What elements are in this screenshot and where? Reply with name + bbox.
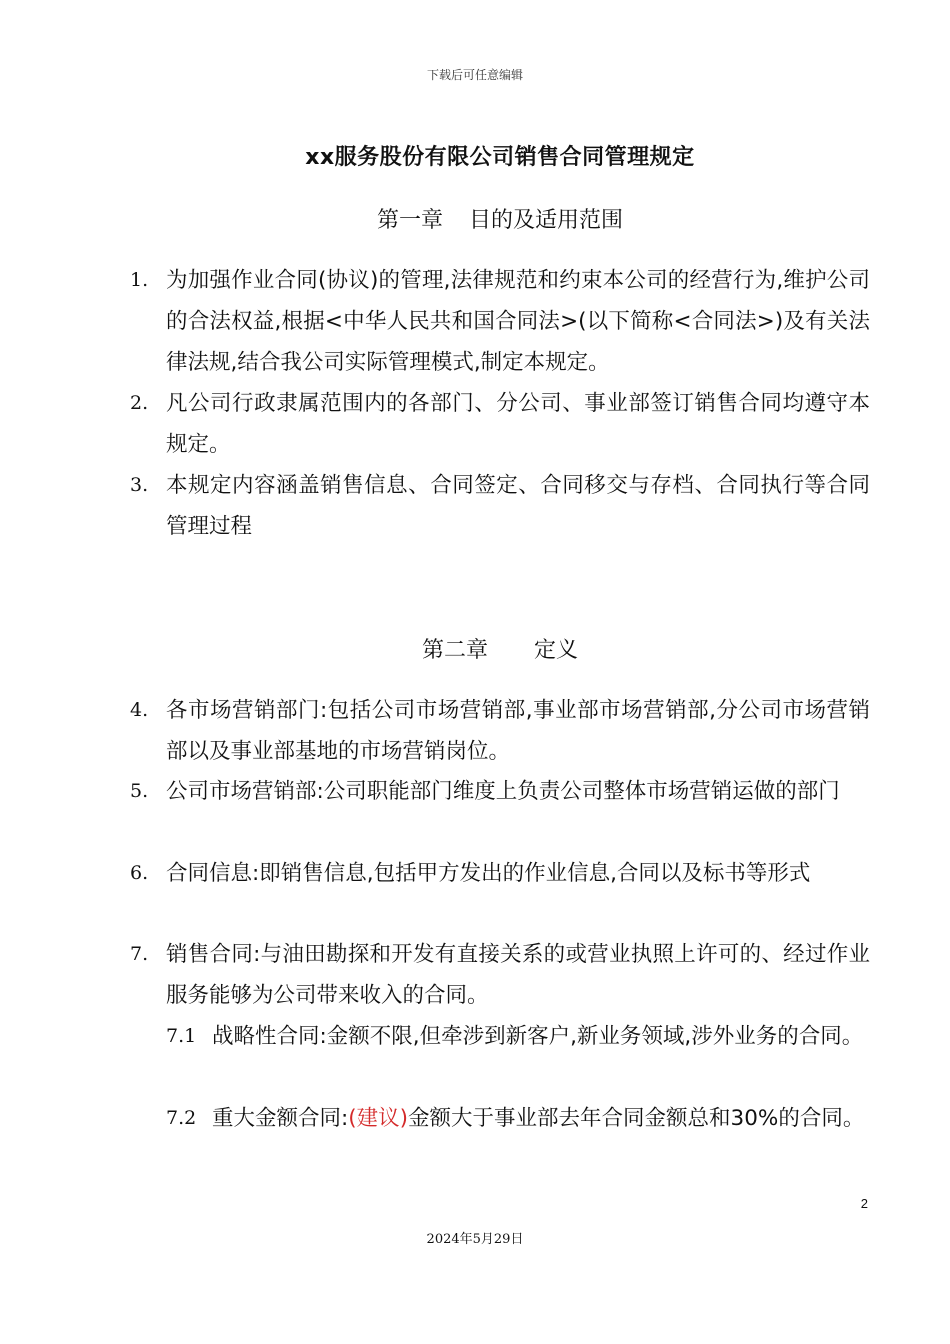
sub-item-text: 战略性合同:金额不限,但牵涉到新客户,新业务领域,涉外业务的合同。	[212, 1024, 864, 1049]
list-item-number: 1.	[130, 269, 149, 291]
list-item-6	[130, 853, 870, 894]
document-title: xx服务股份有限公司销售合同管理规定	[305, 145, 695, 170]
list-item-number: 6.	[130, 862, 149, 884]
chapter-2-label: 第二章	[421, 638, 488, 663]
suggestion-highlight: (建议)	[348, 1106, 409, 1131]
list-item-2	[130, 383, 870, 465]
list-item-number: 4.	[130, 699, 149, 721]
chapter-1-heading	[0, 203, 950, 234]
sub-item-prefix: 重大金额合同:	[212, 1106, 349, 1131]
chapter-2-heading	[0, 633, 950, 664]
list-item-3	[130, 465, 870, 547]
list-item-number: 3.	[130, 474, 149, 496]
header-note: 下载后可任意编辑	[426, 68, 523, 82]
sub-item-number: 7.1	[166, 1025, 197, 1047]
list-item-text: 凡公司行政隶属范围内的各部门、分公司、事业部签订销售合同均遵守本规定。	[166, 391, 870, 457]
sub-item-7-2	[166, 1098, 870, 1139]
list-item-text: 公司市场营销部:公司职能部门维度上负责公司整体市场营销运做的部门	[166, 779, 840, 804]
list-item-text: 本规定内容涵盖销售信息、合同签定、合同移交与存档、合同执行等合同管理过程	[166, 473, 870, 539]
list-item-number: 5.	[130, 780, 149, 802]
chapter-1-name: 目的及适用范围	[469, 208, 624, 233]
chapter-1-label: 第一章	[376, 208, 443, 233]
list-item-4	[130, 690, 870, 772]
list-item-text: 各市场营销部门:包括公司市场营销部,事业部市场营销部,分公司市场营销部以及事业部基地的市场营销岗位。	[166, 698, 870, 764]
sub-item-rest: 金额大于事业部去年合同金额总和30%的合同。	[408, 1106, 865, 1131]
sub-item-text	[212, 1098, 870, 1139]
list-item-text: 销售合同:与油田勘探和开发有直接关系的或营业执照上许可的、经过作业服务能够为公司带来收入的合同。	[166, 942, 870, 1008]
list-item-number: 2.	[130, 392, 149, 414]
list-item-7	[130, 934, 870, 1016]
list-item-5	[130, 771, 870, 812]
footer-date: 2024年5月29日	[426, 1232, 524, 1247]
list-item-1	[130, 260, 870, 383]
page-number: 2	[860, 1196, 868, 1211]
list-item-text: 合同信息:即销售信息,包括甲方发出的作业信息,合同以及标书等形式	[166, 861, 811, 886]
list-item-text: 为加强作业合同(协议)的管理,法律规范和约束本公司的经营行为,维护公司的合法权益,根据<中华人民共和国合同法>(以下简称<合同法>)及有关法律法规,结合我公司实际管理模式,制定本规定。	[166, 268, 870, 375]
list-item-number: 7.	[130, 943, 149, 965]
sub-item-7-1	[166, 1016, 870, 1057]
chapter-2-name: 定义	[534, 638, 579, 663]
sub-item-number: 7.2	[166, 1107, 197, 1129]
